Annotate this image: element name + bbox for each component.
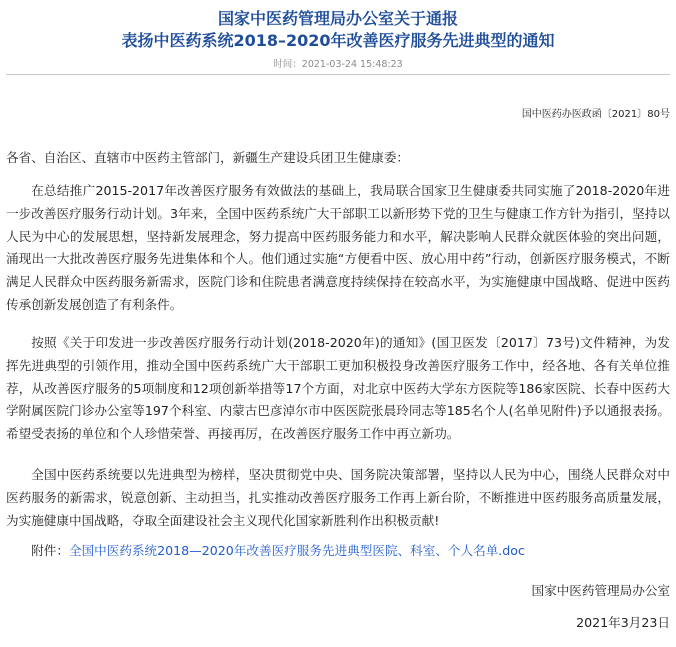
- notice-title-line1: 国家中医药管理局办公室关于通报: [217, 9, 458, 28]
- document-number: 国中医药办医政函〔2021〕80号: [521, 109, 670, 120]
- attachment-line: [6, 540, 670, 563]
- issuer-signature: 国家中医药管理局办公室: [531, 583, 670, 598]
- salutation: 各省、自治区、直辖市中医药主管部门，新疆生产建设兵团卫生健康委：: [6, 150, 409, 165]
- issue-date: 2021年3月23日: [576, 615, 670, 630]
- title-divider: [6, 74, 670, 75]
- paragraph-3: 全国中医药系统要以先进典型为榜样，坚决贯彻党中央、国务院决策部署，坚持以人民为中心，围绕人民群众对中医药服务的新需求，锐意创新、主动担当，扎实推动改善医疗服务工作再上新台阶，不断推进中医药服务高质量发展，为实施健康中国战略，夺取全面建设社会主义现代化国家新胜利作出积极贡献!: [6, 467, 670, 528]
- attachment-label: 附件：: [31, 543, 69, 558]
- attachment-link[interactable]: 全国中医药系统2018—2020年改善医疗服务先进典型医院、科室、个人名单.doc: [68, 543, 525, 558]
- publish-time: 时间：2021-03-24 15:48:23: [273, 59, 403, 70]
- paragraph-2: 按照《关于印发进一步改善医疗服务行动计划(2018-2020年)的通知》(国卫医发〔2017〕73号)文件精神，为发挥先进典型的引领作用，推动全国中医药系统广大干部职工更加积极投身改善医疗服务工作中，经各地、各有关单位推荐，从改善医疗服务的5项制度和12项创新举措等17个方面，对北京中医药大学东方医院等186家医院、长春中医药大学附属医院门诊办公室等197个科室、内蒙古巴彦淖尔市中医医院张晨玲同志等185名个人(名单见附件)予以通报表扬。希望受表扬的单位和个人珍惜荣誉、再接再厉，在改善医疗服务工作中再立新功。: [6, 335, 670, 442]
- notice-title-line2: 表扬中医药系统2018–2020年改善医疗服务先进典型的通知: [121, 31, 555, 50]
- paragraph-1: 在总结推广2015-2017年改善医疗服务有效做法的基础上，我局联合国家卫生健康委共同实施了2018-2020年进一步改善医疗服务行动计划。3年来，全国中医药系统广大干部职工以新形势下党的卫生与健康工作方针为指引，坚持以人民为中心的发展思想，坚持新发展理念，努力提高中医药服务能力和水平，解决影响人民群众就医体验的突出问题，涌现出一大批改善医疗服务先进集体和个人。他们通过实施“方便看中医、放心用中药”行动，创新医疗服务模式，不断满足人民群众中医药服务新需求，医院门诊和住院患者满意度持续保持在较高水平，为实施健康中国战略、促进中医药传承创新发展创造了有利条件。: [6, 183, 670, 312]
